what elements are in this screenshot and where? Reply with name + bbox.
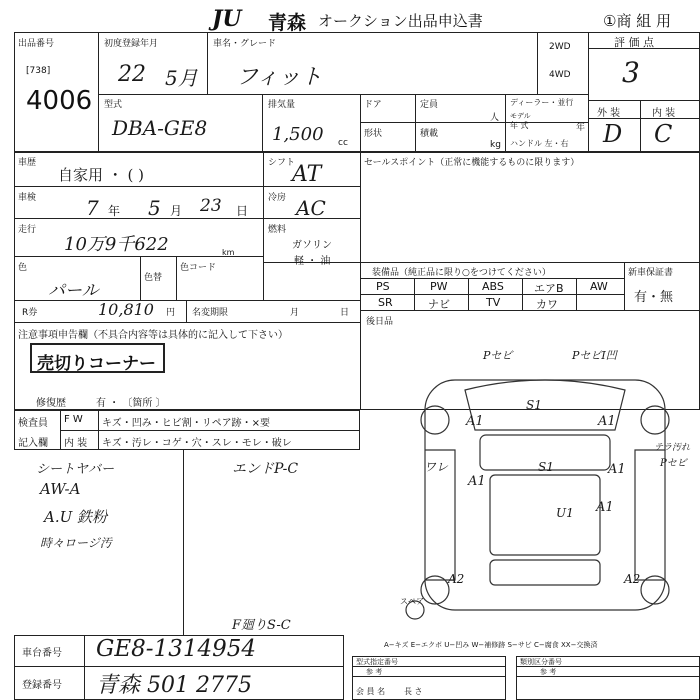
- handle-label: ハンドル 左・右: [510, 139, 569, 148]
- category-ref: 参 考: [540, 668, 557, 676]
- diag-mark-15: A2: [624, 572, 641, 586]
- interior-items: キズ・汚レ・コゲ・穴・スレ・モレ・破レ: [102, 438, 292, 449]
- logo: JU: [212, 6, 242, 32]
- dealer-label: ディーラー・並行: [510, 98, 574, 107]
- inspection-year-unit: 年: [108, 204, 121, 218]
- capacity-unit: 人: [490, 113, 500, 123]
- diag-mark-10: U1: [556, 506, 574, 520]
- chassis-number: GE8-1314954: [96, 636, 257, 662]
- legend: A−キズ E−エクボ U−凹み W−補修跡 S−サビ C−腐食 XX−交換済: [384, 641, 598, 649]
- fuel-options2: 軽 ・ 油: [294, 256, 331, 267]
- diag-mark-13: Pセビ: [660, 458, 687, 469]
- fw-label: F W: [64, 414, 83, 425]
- sold-corner-stamp: 売切りコーナー: [30, 343, 165, 373]
- score-value: 3: [622, 56, 640, 89]
- model-value: DBA-GE8: [112, 116, 208, 140]
- chassis-label: 車台番号: [22, 648, 62, 659]
- shift-value: AT: [292, 162, 322, 187]
- load-unit: kg: [490, 140, 501, 150]
- chief-label: 長 さ: [404, 687, 423, 696]
- equip-pw: PW: [430, 280, 448, 293]
- lot-sub: [738]: [26, 66, 51, 76]
- note-line-4: 時々ロージ汚: [40, 536, 112, 550]
- shape-label: 形状: [364, 129, 383, 139]
- score-label: 評 価 点: [614, 36, 654, 49]
- fuel-options: ガソリン: [292, 240, 332, 251]
- model-label: 型式: [104, 100, 123, 110]
- aftermarket-label: 後日品: [366, 317, 394, 327]
- door-label: ドア: [364, 100, 382, 110]
- repair-label: 修復歴: [36, 398, 66, 409]
- displacement-unit: cc: [338, 138, 348, 148]
- interior-grade: C: [654, 120, 673, 148]
- category-label: 類別区分番号: [520, 658, 562, 666]
- note-line-3: A.U 鉄粉: [44, 508, 108, 526]
- interior-row-label: 内 装: [64, 438, 88, 449]
- color-change-label: 色替: [144, 273, 163, 283]
- ac-value: AC: [296, 196, 326, 220]
- sales-point-label: セールスポイント（正常に機能するものに限ります）: [364, 158, 580, 168]
- diag-mark-2: PセビI凹: [572, 349, 617, 362]
- inspection-day: 23: [200, 196, 222, 216]
- model-year-label2: 年 式: [510, 121, 529, 130]
- equip-airbag: エアB: [534, 282, 564, 295]
- model-year-unit: 年: [576, 123, 586, 133]
- diag-mark-12: テラ汚れ: [654, 443, 691, 453]
- equip-navi: ナビ: [428, 298, 450, 311]
- repair-value: 有 ・ 〔箇所 〕: [96, 398, 166, 409]
- displacement-value: 1,500: [272, 124, 324, 145]
- rear-window: [490, 560, 600, 585]
- color-value: パール: [48, 281, 99, 301]
- interior-label: 内 装: [652, 108, 676, 119]
- warranty-value: 有・無: [634, 290, 674, 305]
- inspection-year: 7: [86, 196, 99, 220]
- inspection-day-unit: 日: [236, 204, 249, 218]
- car-diagram: [395, 360, 695, 632]
- car-name: フィット: [236, 65, 323, 90]
- load-label: 積載: [420, 129, 439, 139]
- ac-label: 冷房: [268, 193, 287, 203]
- fuel-label: 燃料: [268, 225, 287, 235]
- inspection-month-unit: 月: [170, 204, 183, 218]
- note-line-6: F廻りS-C: [232, 618, 291, 633]
- equip-ps: PS: [376, 280, 390, 293]
- first-reg-month: 5月: [165, 66, 198, 90]
- spare-label: スペア: [400, 597, 424, 606]
- roof: [490, 475, 600, 555]
- note-line-5: エンドP-C: [232, 461, 299, 477]
- equip-aw: AW: [590, 280, 608, 293]
- shift-label: シフト: [268, 158, 296, 168]
- color-code-label: 色コード: [180, 263, 217, 273]
- header: [0, 0, 700, 34]
- diag-mark-5: A1: [598, 414, 616, 429]
- inspection-month: 5: [148, 196, 161, 220]
- rticket-value: 10,810: [98, 300, 154, 319]
- equip-leather: カワ: [536, 298, 558, 311]
- lot-number: 4006: [26, 86, 93, 116]
- certified-label: 型式指定番号: [356, 658, 398, 666]
- diag-mark-8: A1: [608, 462, 626, 477]
- assoc-label: 会 員 名: [356, 687, 386, 696]
- form-title: オークション出品申込書: [318, 12, 483, 30]
- diag-mark-6: A1: [468, 474, 486, 489]
- history-value: 自家用 ・ ( ): [58, 166, 145, 184]
- exterior-grade: D: [603, 120, 623, 148]
- equip-sr: SR: [378, 296, 393, 309]
- fw-items: キズ・凹み・ヒビ割・リペア跡・×要: [102, 418, 270, 429]
- model-year-label: モデル: [510, 112, 531, 120]
- history-label: 車歴: [18, 158, 37, 168]
- displacement-label: 排気量: [268, 100, 296, 110]
- notes-label: 注意事項申告欄（不具合内容等は具体的に記入して下さい）: [18, 330, 288, 341]
- equipment-label: 装備品（純正品に限り○をつけてください）: [372, 268, 551, 278]
- diag-mark-1: Pセビ: [483, 349, 513, 362]
- drive-2wd: 2WD: [549, 42, 571, 52]
- diag-mark-4: A1: [466, 414, 484, 429]
- note-line-1: シートヤバー: [36, 462, 115, 477]
- diag-mark-9: S1: [538, 460, 554, 474]
- rticket-label: R券: [22, 308, 38, 318]
- copy-label: ①商 組 用: [603, 12, 671, 30]
- first-reg-label: 初度登録年月: [104, 39, 159, 49]
- plate-label: 登録番号: [22, 680, 62, 691]
- diag-mark-14: A2: [448, 572, 465, 586]
- inspector-label: 検査員: [18, 418, 48, 429]
- diag-mark-11: A1: [596, 500, 614, 515]
- capacity-label: 定員: [420, 100, 439, 110]
- mileage-value: 10万9千622: [64, 234, 169, 255]
- mileage-unit: km: [222, 248, 235, 257]
- note-line-2: AW-A: [40, 480, 81, 498]
- diag-mark-3: S1: [526, 398, 542, 412]
- brand-name: 青森: [268, 12, 307, 34]
- equip-tv: TV: [486, 296, 501, 309]
- drive-4wd: 4WD: [549, 70, 571, 80]
- name-change-day: 日: [340, 308, 350, 318]
- exterior-label: 外 装: [597, 108, 621, 119]
- entry-label: 記入欄: [18, 438, 48, 449]
- equip-abs: ABS: [482, 280, 504, 293]
- rticket-unit: 円: [166, 308, 176, 318]
- new-warranty-label: 新車保証書: [628, 268, 674, 278]
- color-label: 色: [18, 263, 28, 273]
- first-reg-year: 22: [118, 62, 146, 87]
- name-change-month: 月: [290, 308, 300, 318]
- plate-number: 青森 501 2775: [96, 673, 252, 698]
- mileage-label: 走行: [18, 225, 37, 235]
- lot-number-label: 出品番号: [18, 39, 55, 49]
- name-change-label: 名変期限: [192, 308, 229, 318]
- inspection-label: 車検: [18, 193, 37, 203]
- car-name-label: 車名・グレード: [213, 39, 277, 49]
- diag-mark-7: ワレ: [424, 460, 449, 474]
- certified-ref: 参 考: [366, 668, 383, 676]
- right-side: [635, 450, 665, 580]
